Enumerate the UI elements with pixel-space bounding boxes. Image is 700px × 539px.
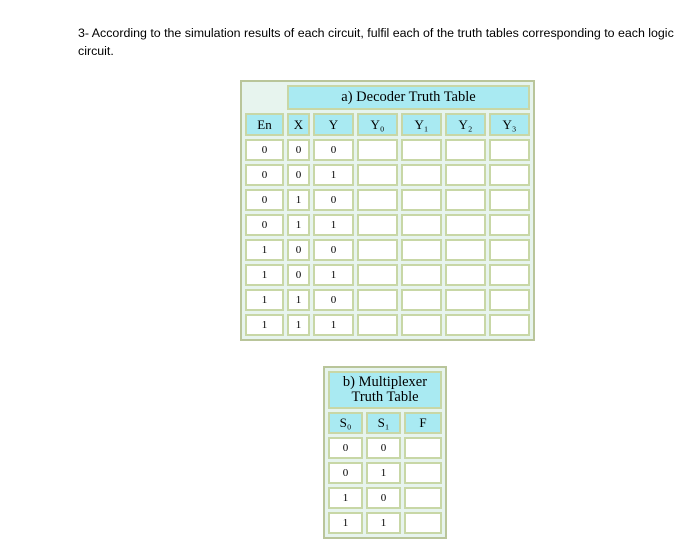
mux-input-cell: 0 [366, 487, 401, 509]
mux-input-cell: 0 [366, 437, 401, 459]
mux-table-title [328, 371, 442, 409]
decoder-output-cell[interactable] [401, 189, 442, 211]
decoder-row [245, 189, 530, 211]
mux-output-cell[interactable] [404, 462, 442, 484]
mux-input-cell: 1 [366, 512, 401, 534]
decoder-header-y: Y [313, 113, 354, 136]
decoder-input-cell: 0 [287, 164, 310, 186]
decoder-output-cell[interactable] [489, 314, 530, 336]
decoder-row [245, 139, 530, 161]
mux-table-body [328, 437, 442, 534]
decoder-input-cell: 0 [287, 239, 310, 261]
decoder-input-cell: 1 [287, 189, 310, 211]
mux-input-cell: 0 [328, 437, 363, 459]
decoder-header-y2: Y₂ [445, 113, 486, 136]
decoder-output-cell[interactable] [401, 314, 442, 336]
decoder-input-cell: 1 [313, 214, 354, 236]
decoder-output-cell[interactable] [445, 189, 486, 211]
decoder-input-cell: 0 [245, 189, 284, 211]
decoder-header-y3: Y₃ [489, 113, 530, 136]
decoder-input-cell: 1 [245, 264, 284, 286]
decoder-output-cell[interactable] [357, 189, 398, 211]
decoder-header-en: En [245, 113, 284, 136]
decoder-output-cell[interactable] [401, 164, 442, 186]
decoder-input-cell: 0 [245, 214, 284, 236]
mux-input-cell: 0 [328, 462, 363, 484]
decoder-output-cell[interactable] [489, 289, 530, 311]
decoder-input-cell: 1 [245, 239, 284, 261]
decoder-output-cell[interactable] [489, 239, 530, 261]
decoder-input-cell: 1 [287, 289, 310, 311]
decoder-output-cell[interactable] [445, 164, 486, 186]
decoder-row [245, 214, 530, 236]
mux-output-cell[interactable] [404, 487, 442, 509]
decoder-output-cell[interactable] [445, 289, 486, 311]
decoder-output-cell[interactable] [401, 264, 442, 286]
decoder-output-cell[interactable] [445, 264, 486, 286]
decoder-output-cell[interactable] [445, 139, 486, 161]
decoder-output-cell[interactable] [445, 314, 486, 336]
mux-input-cell: 1 [328, 487, 363, 509]
decoder-output-cell[interactable] [357, 239, 398, 261]
decoder-output-cell[interactable] [489, 264, 530, 286]
decoder-input-cell: 1 [313, 264, 354, 286]
mux-title-line1: b) Multiplexer [342, 374, 428, 390]
decoder-row [245, 264, 530, 286]
decoder-output-cell[interactable] [357, 289, 398, 311]
decoder-output-cell[interactable] [445, 214, 486, 236]
decoder-output-cell[interactable] [357, 214, 398, 236]
decoder-table-title: a) Decoder Truth Table [287, 85, 530, 110]
mux-input-cell: 1 [328, 512, 363, 534]
mux-input-cell: 1 [366, 462, 401, 484]
decoder-row [245, 164, 530, 186]
decoder-input-cell: 0 [313, 139, 354, 161]
mux-row [328, 462, 442, 484]
mux-title-line2: Truth Table [351, 389, 419, 405]
decoder-input-cell: 1 [245, 314, 284, 336]
question-text: 3- According to the simulation results of each circuit, fulfil each of the truth tables corresponding to each logic circuit. [78, 26, 674, 58]
decoder-output-cell[interactable] [357, 139, 398, 161]
decoder-input-cell: 0 [287, 264, 310, 286]
decoder-row [245, 239, 530, 261]
mux-row [328, 437, 442, 459]
decoder-truth-table [240, 80, 535, 341]
decoder-input-cell: 0 [313, 239, 354, 261]
decoder-title-spacer [245, 85, 284, 110]
decoder-input-cell: 0 [287, 139, 310, 161]
decoder-output-cell[interactable] [401, 139, 442, 161]
decoder-output-cell[interactable] [401, 289, 442, 311]
decoder-header-x: X [287, 113, 310, 136]
decoder-output-cell[interactable] [357, 164, 398, 186]
decoder-input-cell: 1 [313, 164, 354, 186]
decoder-output-cell[interactable] [357, 264, 398, 286]
mux-header-s1: S₁ [366, 412, 401, 434]
decoder-input-cell: 1 [245, 289, 284, 311]
decoder-table-body [245, 139, 530, 336]
mux-row [328, 512, 442, 534]
decoder-output-cell[interactable] [489, 214, 530, 236]
mux-output-cell[interactable] [404, 512, 442, 534]
mux-row [328, 487, 442, 509]
mux-header-f: F [404, 412, 442, 434]
decoder-input-cell: 1 [287, 214, 310, 236]
decoder-output-cell[interactable] [401, 239, 442, 261]
decoder-output-cell[interactable] [357, 314, 398, 336]
mux-header-s0: S₀ [328, 412, 363, 434]
decoder-input-cell: 0 [313, 189, 354, 211]
decoder-output-cell[interactable] [489, 189, 530, 211]
decoder-row [245, 289, 530, 311]
mux-output-cell[interactable] [404, 437, 442, 459]
decoder-output-cell[interactable] [489, 139, 530, 161]
multiplexer-truth-table [323, 366, 447, 539]
decoder-input-cell: 0 [313, 289, 354, 311]
decoder-input-cell: 1 [287, 314, 310, 336]
decoder-input-cell: 0 [245, 164, 284, 186]
decoder-input-cell: 1 [313, 314, 354, 336]
decoder-output-cell[interactable] [489, 164, 530, 186]
decoder-header-y0: Y₀ [357, 113, 398, 136]
decoder-row [245, 314, 530, 336]
decoder-output-cell[interactable] [401, 214, 442, 236]
decoder-header-y1: Y₁ [401, 113, 442, 136]
decoder-input-cell: 0 [245, 139, 284, 161]
decoder-output-cell[interactable] [445, 239, 486, 261]
